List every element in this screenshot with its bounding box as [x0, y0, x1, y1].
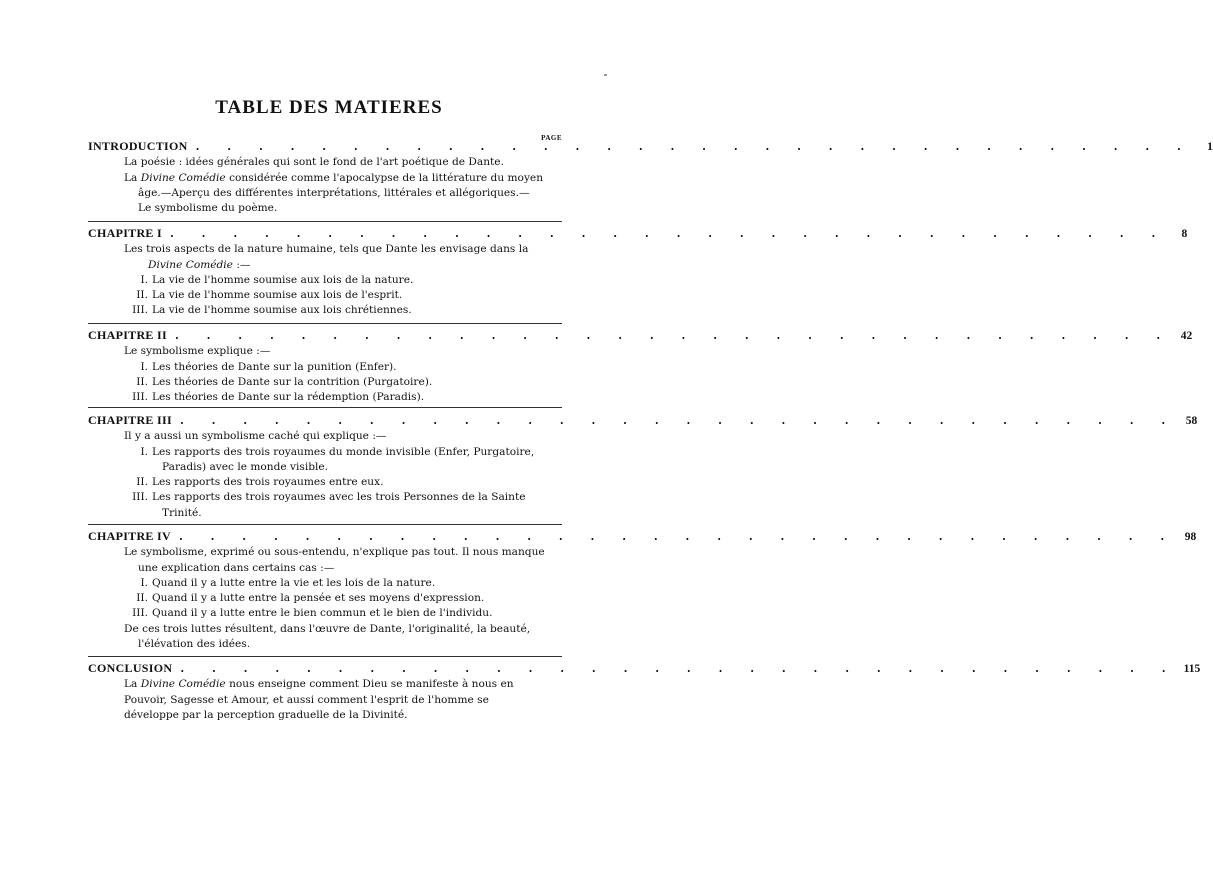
item-number: III. [132, 391, 148, 404]
toc-heading-row [88, 413, 1198, 429]
toc-line-continuation: Paradis) avec le monde visible. [162, 460, 329, 473]
toc-line: Pouvoir, Sagesse et Amour, et aussi comment l'esprit de l'homme se [124, 693, 489, 706]
item-text: Les rapports des trois royaumes avec les trois Personnes de la Sainte [152, 491, 526, 504]
toc-item [88, 475, 562, 490]
toc-line: l'élévation des idées. [138, 638, 251, 651]
item-number: III. [132, 491, 148, 504]
toc-heading: CHAPITRE II [88, 328, 167, 342]
toc-heading: CHAPITRE I [88, 226, 163, 240]
item-number: I. [140, 360, 148, 373]
toc-section-conclusion [88, 661, 1201, 723]
page-column-label: PAGE [541, 134, 562, 142]
toc-item [88, 606, 562, 621]
toc-heading-row [88, 226, 1188, 242]
toc-section-chapitre-4 [88, 529, 1197, 652]
toc-heading-row [88, 529, 1197, 545]
toc-line [88, 677, 562, 692]
toc-line: Les trois aspects de la nature humaine, tels que Dante les envisage dans la [124, 243, 529, 256]
toc-section-introduction [88, 139, 1213, 216]
item-text: La vie de l'homme soumise aux lois chrétiennes. [152, 304, 412, 317]
toc-section-chapitre-3 [88, 413, 1198, 521]
item-text: Les rapports des trois royaumes du monde invisible (Enfer, Purgatoire, [152, 445, 535, 458]
toc-line: Le symbolisme du poème. [138, 202, 278, 215]
toc-line: une explication dans certains cas :— [138, 561, 335, 574]
item-text: Les théories de Dante sur la rédemption (Paradis). [152, 391, 425, 404]
toc-italic-title: Divine Comédie [148, 258, 233, 271]
toc-line-continuation: Trinité. [162, 506, 202, 519]
page-speck [604, 74, 607, 76]
dot-leader: . . . . . . . . . . . . . . . . . . . . . . . . . . . . . . . . [179, 414, 1178, 427]
toc-section-chapitre-2 [88, 328, 1193, 405]
toc-text: nous enseigne comment Dieu se manifeste à nous en [229, 678, 514, 691]
toc-line: Le symbolisme explique :— [124, 345, 271, 358]
toc-line [88, 258, 562, 273]
toc-item [88, 375, 562, 390]
toc-line: Le symbolisme, exprimé ou sous-entendu, n'explique pas tout. Il nous manque [124, 546, 545, 559]
dot-leader: . . . . . . . . . . . . . . . . . . . . . . . . . . . . . . . . [180, 662, 1178, 675]
toc-heading: CHAPITRE IV [88, 529, 171, 543]
item-text: Quand il y a lutte entre le bien commun et le bien de l'individu. [152, 607, 493, 620]
item-text: Les rapports des trois royaumes entre eux. [152, 476, 384, 489]
item-text: Quand il y a lutte entre la pensée et ses moyens d'expression. [152, 592, 485, 605]
section-divider [88, 656, 562, 657]
item-text: Quand il y a lutte entre la vie et les lois de la nature. [152, 576, 436, 589]
toc-text: La [124, 678, 138, 691]
item-number: II. [136, 476, 148, 489]
toc-page-number: 58 [1185, 415, 1198, 427]
dot-leader: . . . . . . . . . . . . . . . . . . . . . . . . . . . . . . . . [178, 530, 1177, 543]
item-text: La vie de l'homme soumise aux lois de la nature. [152, 273, 414, 286]
toc-heading-row [88, 661, 1201, 677]
toc-italic-title: Divine Comédie [140, 678, 226, 691]
item-number: III. [132, 607, 148, 620]
toc-text: La [124, 171, 138, 184]
item-text: La vie de l'homme soumise aux lois de l'esprit. [152, 289, 403, 302]
section-divider [88, 524, 562, 525]
toc-line: développe par la perception graduelle de la Divinité. [124, 708, 408, 721]
dot-leader: . . . . . . . . . . . . . . . . . . . . . . . . . . . . . . . . [170, 227, 1168, 240]
toc-text: considérée comme l'apocalypse de la littérature du moyen [229, 171, 544, 184]
toc-page-number: 98 [1184, 531, 1197, 543]
toc-line: La poésie : idées générales qui sont le fond de l'art poétique de Dante. [124, 156, 504, 169]
toc-heading-row [88, 328, 1193, 344]
toc-heading: CONCLUSION [88, 661, 173, 675]
item-number: I. [140, 445, 148, 458]
item-number: III. [132, 304, 148, 317]
section-divider [88, 221, 562, 222]
toc-item [88, 445, 562, 460]
toc-heading: INTRODUCTION [88, 139, 188, 153]
section-divider [88, 323, 562, 324]
item-number: I. [140, 576, 148, 589]
toc-italic-title: Divine Comédie [140, 171, 226, 184]
toc-text: :— [236, 258, 251, 271]
toc-item [88, 576, 562, 591]
toc-item [88, 273, 562, 288]
item-number: II. [136, 375, 148, 388]
toc-line: âge.—Aperçu des différentes interprétations, littérales et allégoriques.— [138, 186, 530, 199]
toc-heading: CHAPITRE III [88, 413, 172, 427]
toc-page-number: 42 [1180, 330, 1193, 342]
toc-item [88, 303, 562, 318]
toc-item [88, 490, 562, 505]
toc-line: De ces trois luttes résultent, dans l'œuvre de Dante, l'originalité, la beauté, [124, 622, 531, 635]
toc-page-number: 1 [1207, 141, 1213, 153]
toc-item [88, 390, 562, 405]
toc-section-chapitre-1 [88, 226, 1188, 319]
toc-heading-row [88, 139, 1213, 155]
item-number: II. [136, 289, 148, 302]
toc-item [88, 360, 562, 375]
toc-line [88, 171, 562, 186]
toc-page-number: 115 [1183, 663, 1201, 675]
page-title: TABLE DES MATIERES [215, 97, 443, 118]
toc-page-number: 8 [1181, 228, 1188, 240]
item-text: Les théories de Dante sur la punition (Enfer). [152, 360, 397, 373]
dot-leader: . . . . . . . . . . . . . . . . . . . . . . . . . . . . . . . . [174, 329, 1173, 342]
section-divider [88, 407, 562, 408]
toc-line: Il y a aussi un symbolisme caché qui explique :— [124, 430, 387, 443]
item-number: I. [140, 273, 148, 286]
item-number: II. [136, 592, 148, 605]
item-text: Les théories de Dante sur la contrition (Purgatoire). [152, 375, 433, 388]
toc-item [88, 288, 562, 303]
dot-leader: . . . . . . . . . . . . . . . . . . . . . . . . . . . . . . . . [195, 140, 1193, 153]
toc-item [88, 591, 562, 606]
